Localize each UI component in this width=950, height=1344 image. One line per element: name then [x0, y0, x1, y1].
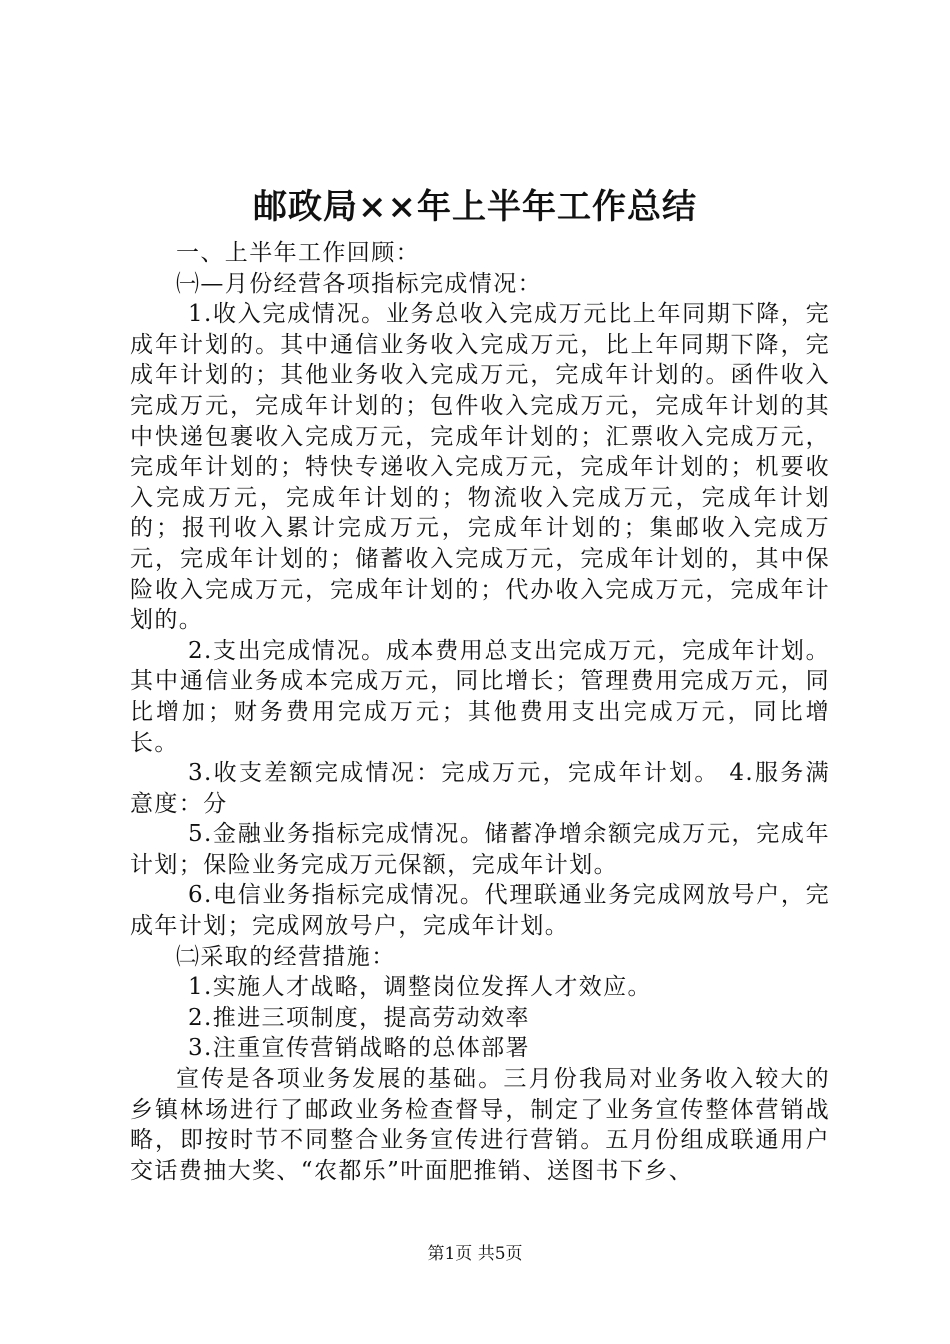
document-body	[130, 238, 830, 1186]
subsection-heading: ㈡采取的经营措施：	[176, 943, 396, 970]
paragraph-telecom: 6.电信业务指标完成情况。代理联通业务完成网放号户，完成年计划；完成网放号户，完成年计划。	[130, 882, 830, 940]
paragraph-income: 1.收入完成情况。业务总收入完成万元比上年同期下降，完成年计划的。其中通信业务收入完成万元，比上年同期下降，完成年计划的；其他业务收入完成万元，完成年计划的。函件收入完成万元，完成年计划的；包件收入完成万元，完成年计划的其中快递包裹收入完成万元，完成年计划的；汇票收入完成万元，完成年计划的；特快专递收入完成万元，完成年计划的；机要收入完成万元，完成年计划的；物流收入完成万元，完成年计划的；报刊收入累计完成万元，完成年计划的；集邮收入完成万元，完成年计划的；储蓄收入完成万元，完成年计划的，其中保险收入完成万元，完成年计划的；代办收入完成万元，完成年计划的。	[130, 301, 830, 634]
subsection-heading: ㈠—月份经营各项指标完成情况：	[176, 270, 542, 297]
page-footer: 第1页 共5页	[427, 1244, 523, 1264]
list-item: 1.实施人才战略，调整岗位发挥人才效应。	[188, 974, 652, 1001]
section-heading: 一、上半年工作回顾：	[176, 240, 420, 266]
list-item: 3.注重宣传营销战略的总体部署	[188, 1035, 530, 1062]
paragraph-publicity: 宣传是各项业务发展的基础。三月份我局对业务收入较大的乡镇林场进行了邮政业务检查督导，制定了业务宣传整体营销战略，即按时节不同整合业务宣传进行营销。五月份组成联通用户交话费抽大奖、“农都乐”叶面肥推销、送图书下乡、	[130, 1066, 830, 1184]
document-title: 邮政局××年上半年工作总结	[253, 187, 697, 227]
list-item: 2.推进三项制度，提高劳动效率	[188, 1004, 530, 1031]
paragraph-expenditure: 2.支出完成情况。成本费用总支出完成万元，完成年计划。其中通信业务成本完成万元，同比增长；管理费用完成万元，同比增加；财务费用完成万元；其他费用支出完成万元，同比增长。	[130, 637, 830, 756]
paragraph-balance: 3.收支差额完成情况：完成万元，完成年计划。 4.服务满意度：分	[130, 760, 830, 817]
paragraph-finance: 5.金融业务指标完成情况。储蓄净增余额完成万元，完成年计划；保险业务完成万元保额，完成年计划。	[130, 821, 830, 878]
